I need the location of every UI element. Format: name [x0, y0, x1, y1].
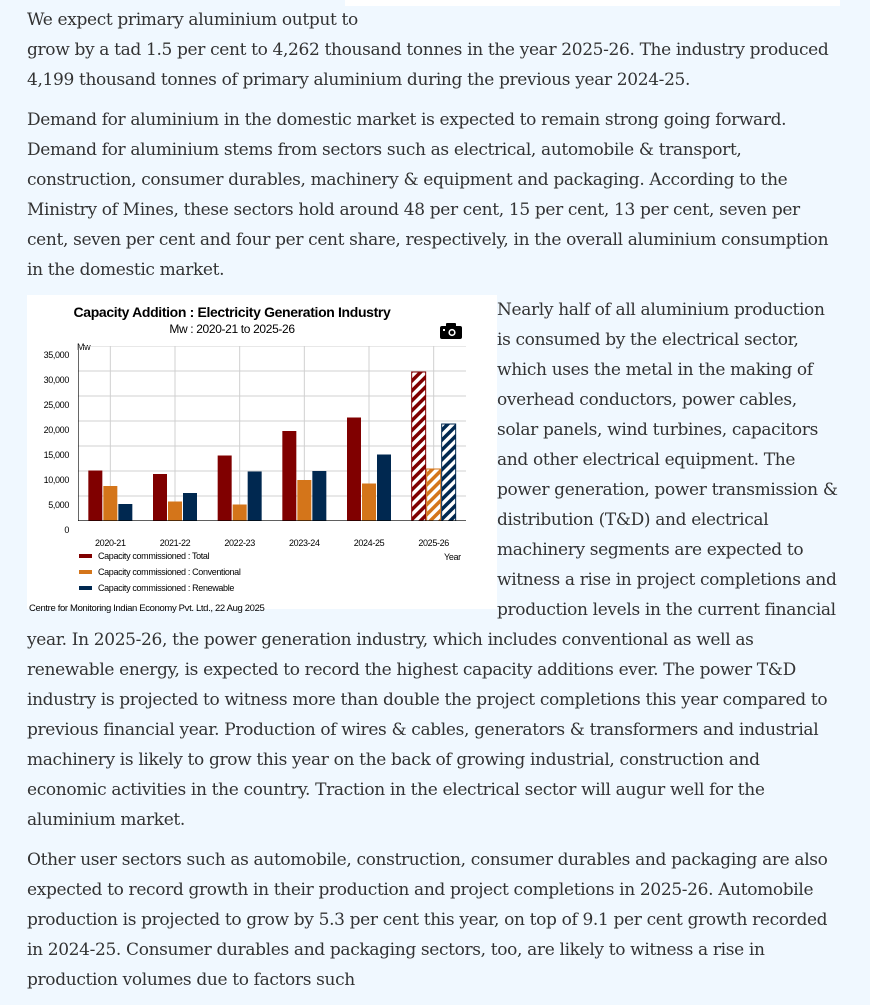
- y-tick-label: 35,000: [43, 350, 69, 360]
- article-body: [27, 5, 842, 1005]
- paragraph-output-rest: grow by a tad 1.5 per cent to 4,262 thousand tonnes in the year 2025-26. The industry produced 4,199 thousand tonnes of primary aluminium during the previous year 2024-25.: [27, 40, 829, 90]
- paragraph-output-first-line: We expect primary aluminium output to: [27, 10, 358, 30]
- legend-swatch-total: [79, 554, 92, 558]
- bar-2020-21-2[interactable]: [118, 504, 132, 521]
- y-tick-label: 25,000: [43, 400, 69, 410]
- legend-item-conventional[interactable]: [79, 564, 240, 580]
- x-tick-label: 2021-22: [159, 538, 191, 548]
- paragraph-other-sectors: Other user sectors such as automobile, construction, consumer durables and packaging are also expected to record growth in their production and project completions in 2025-26. Automobile production is projected to grow by 5.3 per cent this year, on top of 9.1 per cent growth recorded in 2024-25. Consumer durables and packaging sectors, too, are likely to witness a rise in production volumes due to factors such: [27, 850, 828, 990]
- y-tick-label: 20,000: [43, 425, 69, 435]
- bar-2025-26-1[interactable]: [427, 469, 441, 521]
- y-tick-label: 15,000: [43, 450, 69, 460]
- paragraph-demand: Demand for aluminium in the domestic market is expected to remain strong going forward. Demand for aluminium stems from sectors such as electrical, automobile & transport, construction, consumer durables, machinery & equipment and packaging. According to the Ministry of Mines, these sectors hold around 48 per cent, 15 per cent, 13 per cent, seven per cent, seven per cent and four per cent share, respectively, in the overall aluminium consumption in the domestic market.: [27, 110, 829, 280]
- bar-2025-26-2[interactable]: [442, 424, 456, 521]
- bar-2022-23-0[interactable]: [218, 456, 232, 522]
- y-axis-unit: Mw: [77, 342, 91, 352]
- previous-chart-source: [373, 0, 643, 1]
- legend-label-conventional: Capacity commissioned : Conventional: [98, 567, 241, 577]
- camera-icon[interactable]: [440, 319, 462, 335]
- bar-2024-25-0[interactable]: [347, 418, 361, 522]
- bar-2024-25-1[interactable]: [362, 484, 376, 522]
- bar-2021-22-0[interactable]: [153, 474, 167, 521]
- legend-label-renewable: Capacity commissioned : Renewable: [98, 583, 235, 593]
- x-axis-title: Year: [444, 552, 461, 562]
- x-tick-label: 2023-24: [289, 538, 320, 548]
- bar-2023-24-0[interactable]: [282, 431, 296, 521]
- paragraph-output: [27, 5, 842, 95]
- legend-swatch-conventional: [79, 570, 92, 574]
- bar-2024-25-2[interactable]: [377, 455, 391, 522]
- y-tick-label: 0: [64, 525, 69, 535]
- x-tick-label: 2024-25: [353, 538, 385, 548]
- x-tick-label: 2025-26: [418, 538, 449, 548]
- x-tick-label: 2022-23: [224, 538, 255, 548]
- bar-2022-23-1[interactable]: [233, 505, 247, 522]
- bar-2022-23-2[interactable]: [248, 472, 262, 522]
- y-tick-label: 30,000: [43, 375, 69, 385]
- capacity-addition-chart: [27, 295, 497, 614]
- bar-2023-24-1[interactable]: [297, 480, 311, 521]
- x-tick-label: 2020-21: [95, 538, 126, 548]
- paragraph-electrical: Nearly half of all aluminium production is consumed by the electrical sector, which uses the metal in the making of overhead conductors, power cables, solar panels, wind turbines, capacitors and other electrical equipment. The power generation, power transmission & distribution (T&D) and electrical machinery segments are expected to witness a rise in project completions and production levels in the current financial year. In 2025-26, the power generation industry, which includes conventional as well as renewable energy, is expected to record the highest capacity additions ever. The power T&D industry is projected to witness more than double the project completions this year compared to previous financial year. Production of wires & cables, generators & transformers and industrial machinery is likely to grow this year on the back of growing industrial, construction and economic activities in the country. Traction in the electrical sector will augur well for the aluminium market.: [27, 300, 838, 830]
- legend-swatch-renewable: [79, 586, 92, 590]
- chart-subtitle: Mw : 2020-21 to 2025-26: [169, 322, 295, 336]
- bar-2023-24-2[interactable]: [312, 471, 326, 521]
- legend-item-total[interactable]: [79, 548, 240, 564]
- y-tick-label: 5,000: [48, 500, 69, 510]
- bar-2020-21-1[interactable]: [103, 486, 117, 521]
- bar-2021-22-2[interactable]: [183, 493, 197, 521]
- chart-legend: [79, 548, 240, 596]
- legend-label-total: Capacity commissioned : Total: [98, 551, 210, 561]
- bar-2021-22-1[interactable]: [168, 502, 182, 522]
- plot-area: [78, 346, 466, 521]
- chart-source: Centre for Monitoring Indian Economy Pvt. Ltd., 22 Aug 2025: [29, 603, 265, 614]
- bar-2020-21-0[interactable]: [88, 471, 102, 522]
- bar-2025-26-0[interactable]: [412, 372, 426, 521]
- y-tick-label: 10,000: [43, 475, 69, 485]
- chart-title: Capacity Addition : Electricity Generation Industry: [73, 304, 391, 320]
